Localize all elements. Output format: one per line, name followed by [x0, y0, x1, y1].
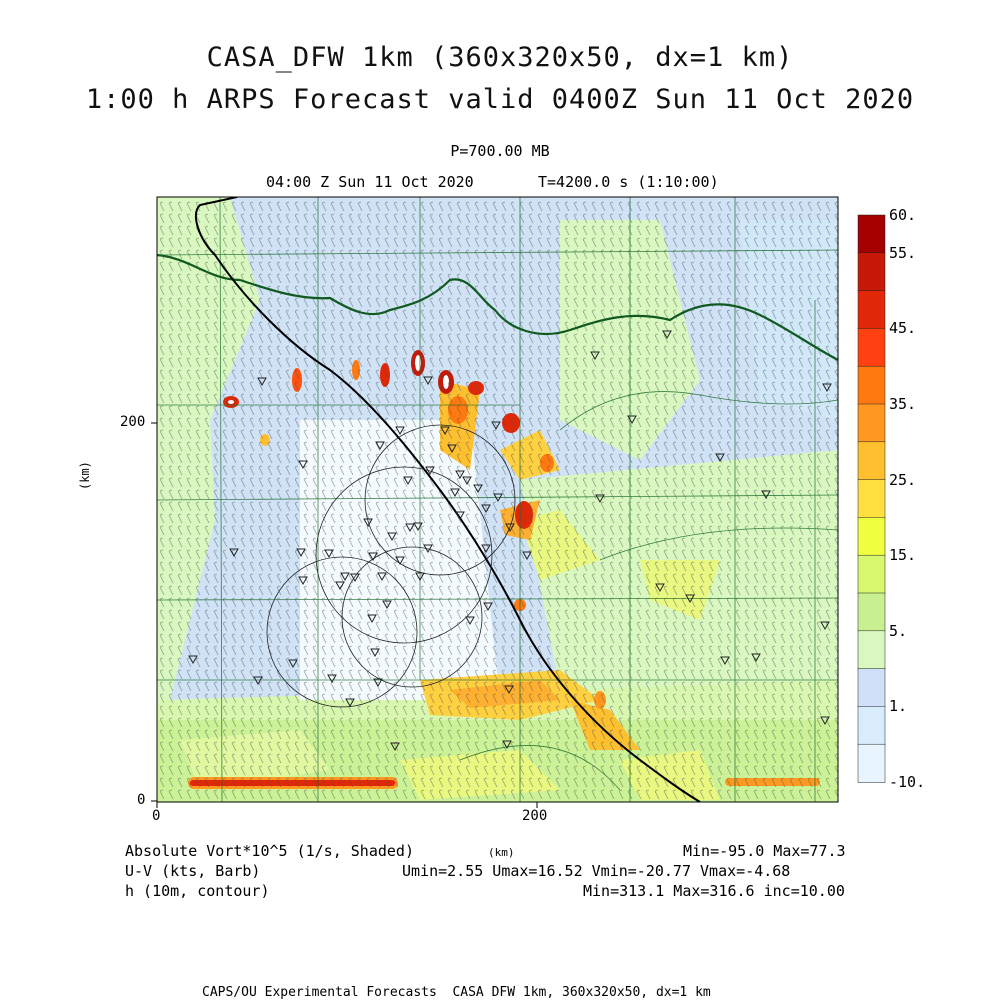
colorbar-swatch	[858, 366, 885, 404]
vorticity-field	[157, 197, 839, 802]
legend-height: h (10m, contour)	[125, 882, 270, 900]
x-axis-unit: (km)	[488, 846, 515, 859]
colorbar-swatch	[858, 291, 885, 329]
colorbar-swatch	[858, 555, 885, 593]
colorbar	[858, 215, 885, 783]
colorbar-label: 15.	[889, 546, 917, 565]
x-tick-label-200: 200	[522, 808, 548, 824]
title-line-2: 1:00 h ARPS Forecast valid 0400Z Sun 11 Oct 2020	[85, 84, 915, 115]
footer-credit: CAPS/OU Experimental Forecasts CASA DFW 1km, 360x320x50, dx=1 km	[202, 985, 711, 1000]
colorbar-swatch	[858, 593, 885, 631]
colorbar-label: 5.	[889, 621, 908, 640]
colorbar-swatch	[858, 328, 885, 366]
colorbar-swatch	[858, 480, 885, 518]
title-line-1: CASA_DFW 1km (360x320x50, dx=1 km)	[206, 42, 794, 73]
colorbar-swatch	[858, 631, 885, 669]
y-axis-unit: (km)	[78, 461, 92, 490]
stats-vorticity: Min=-95.0 Max=77.3	[683, 842, 846, 860]
x-tick-label-0: 0	[152, 808, 161, 824]
legend-vorticity: Absolute Vort*10^5 (1/s, Shaded)	[125, 842, 414, 860]
colorbar-label: 55.	[889, 243, 917, 262]
colorbar-swatch	[858, 744, 885, 782]
legend-wind: U-V (kts, Barb)	[125, 862, 261, 880]
stats-height: Min=313.1 Max=316.6 inc=10.00	[583, 882, 845, 900]
colorbar-swatch	[858, 215, 885, 253]
colorbar-label: 1.	[889, 697, 908, 716]
colorbar-swatch	[858, 404, 885, 442]
y-tick-label-0: 0	[137, 792, 146, 808]
colorbar-swatch	[858, 517, 885, 555]
y-tick-label-200: 200	[120, 414, 146, 430]
colorbar-swatch	[858, 669, 885, 707]
pressure-level: P=700.00 MB	[450, 142, 550, 160]
colorbar-swatch	[858, 442, 885, 480]
colorbar-swatch	[858, 253, 885, 291]
valid-time: 04:00 Z Sun 11 Oct 2020	[266, 173, 474, 191]
forecast-seconds: T=4200.0 s (1:10:00)	[538, 173, 719, 191]
colorbar-label: 60.	[889, 206, 917, 224]
stats-wind: Umin=2.55 Umax=16.52 Vmin=-20.77 Vmax=-4.68	[402, 862, 791, 880]
colorbar-label: 45.	[889, 319, 917, 338]
colorbar-label: 35.	[889, 395, 917, 413]
colorbar-swatch	[858, 706, 885, 744]
colorbar-label: 25.	[889, 470, 917, 489]
colorbar-label: -10.	[889, 773, 926, 791]
